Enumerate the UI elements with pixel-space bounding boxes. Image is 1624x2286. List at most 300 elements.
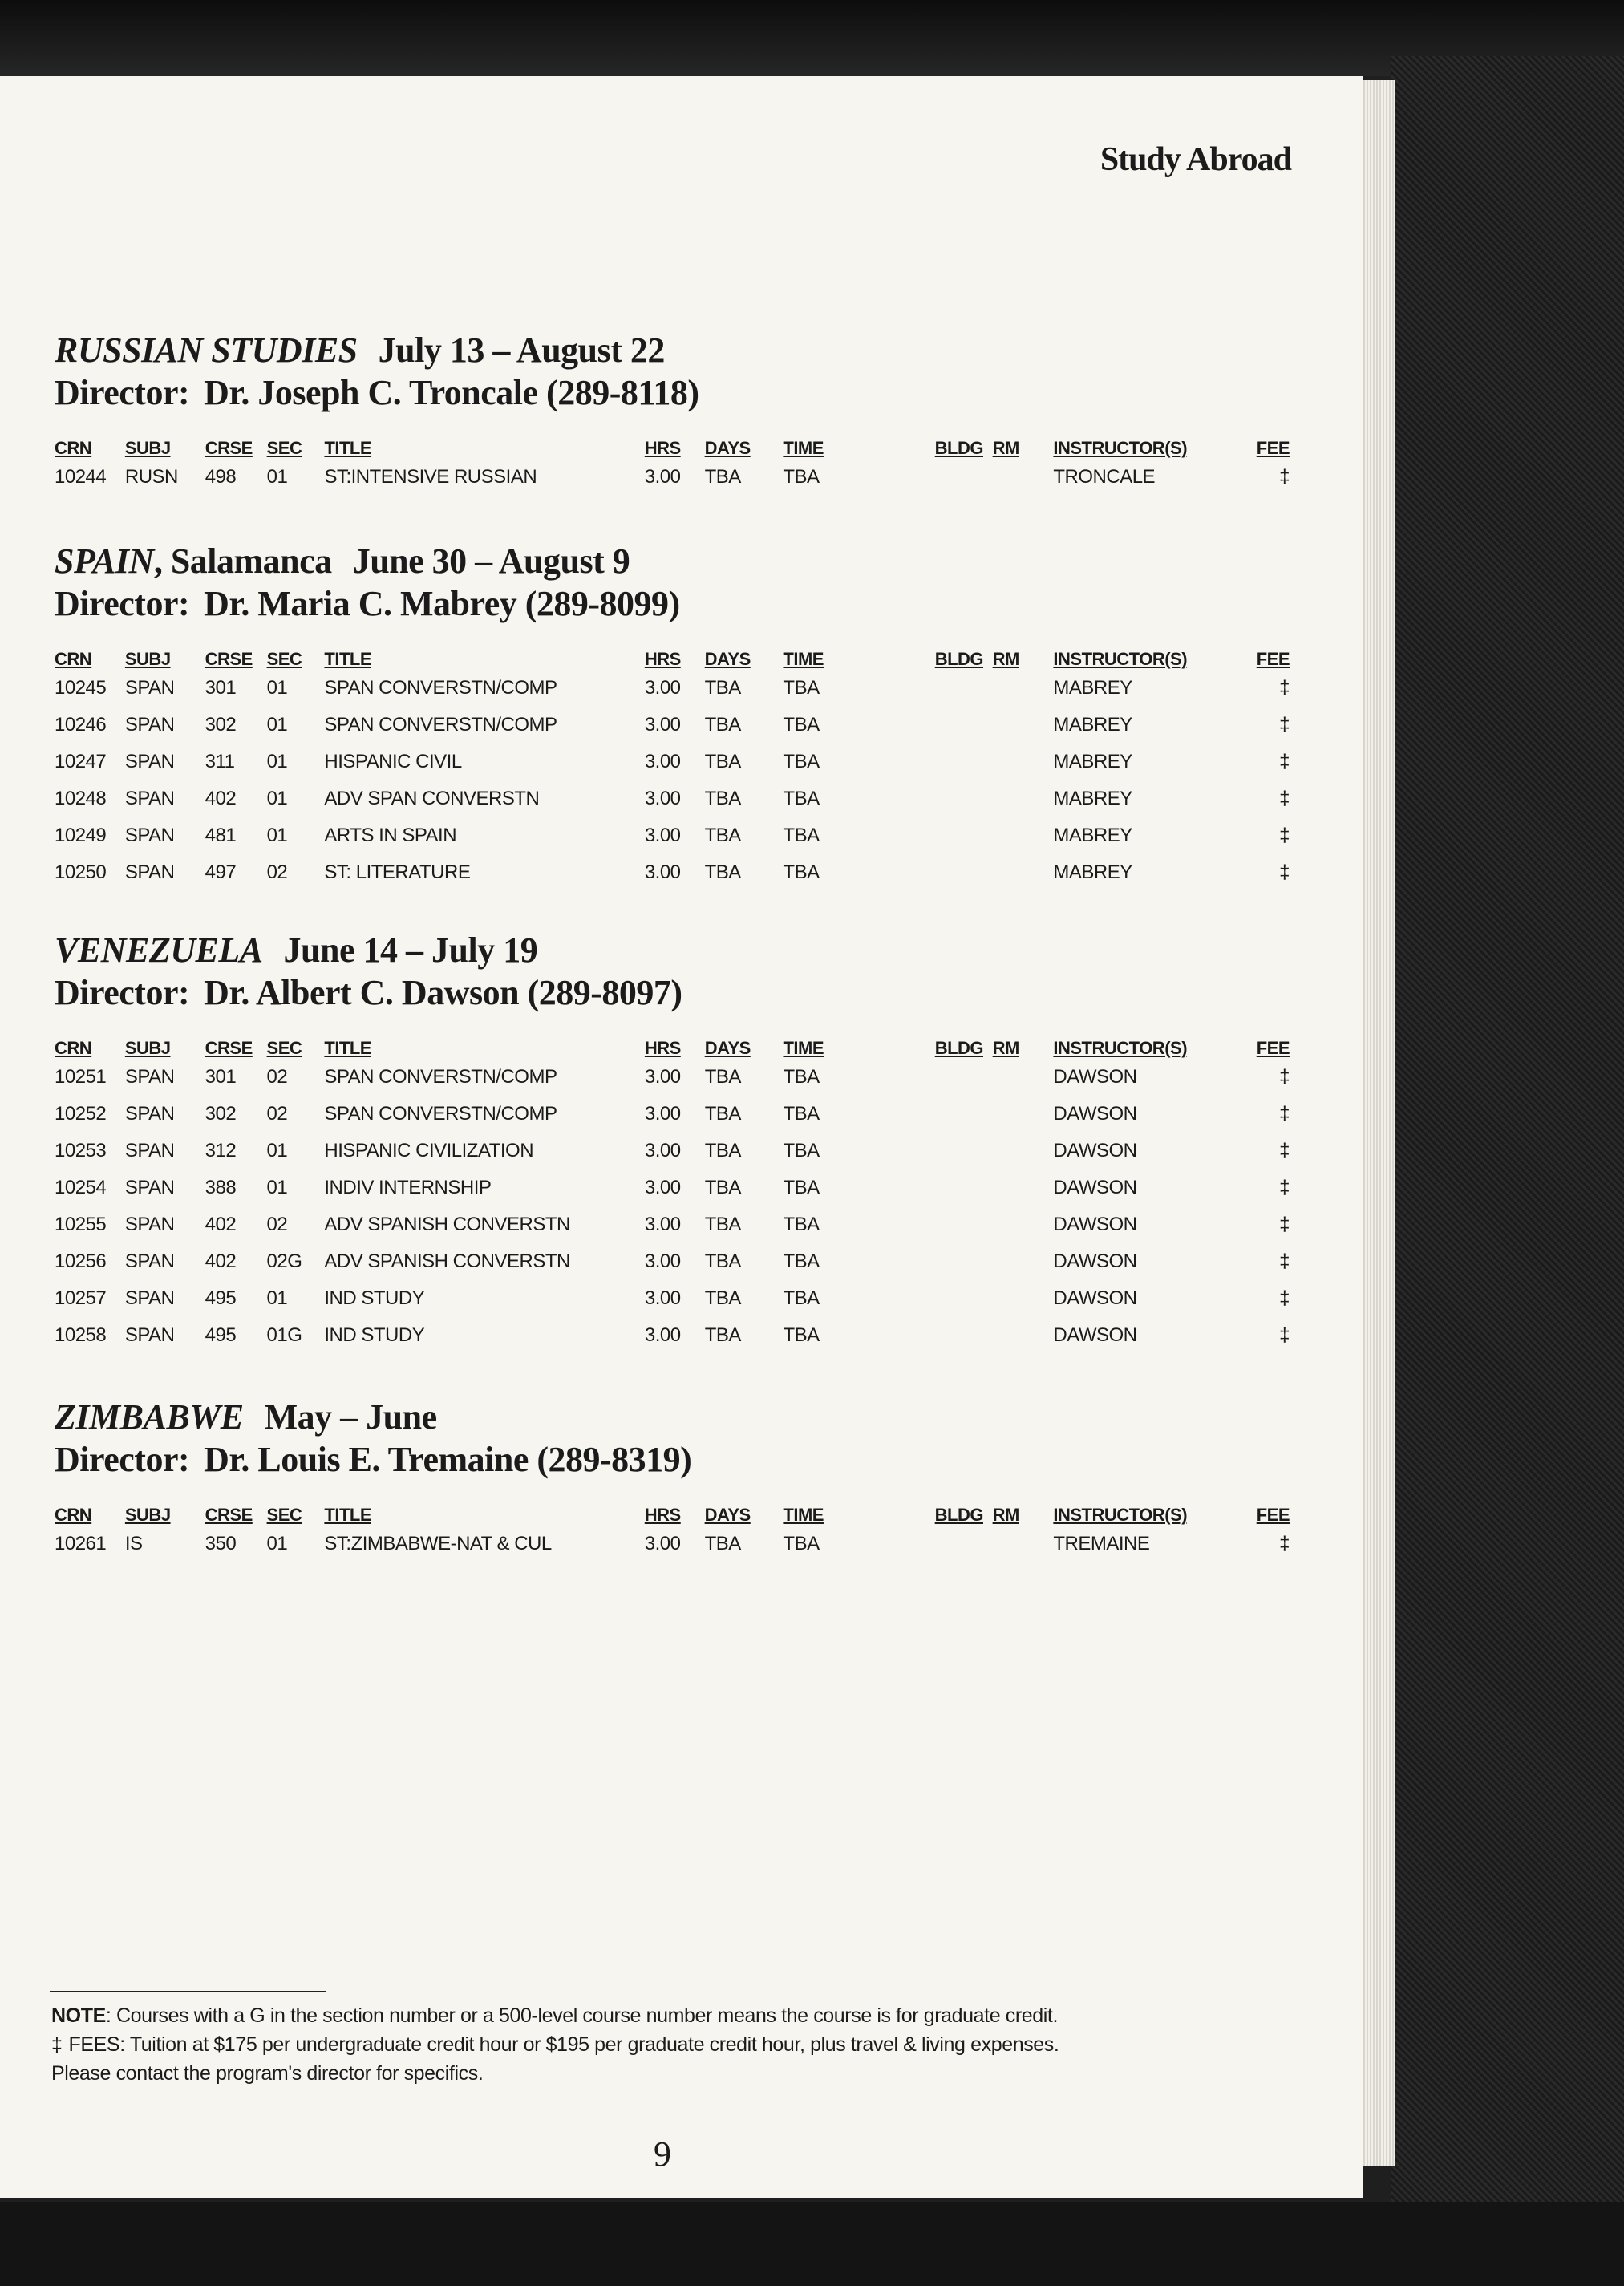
cell-bldg <box>935 459 993 496</box>
column-header-title: TITLE <box>324 1038 371 1058</box>
table-row <box>55 1206 1290 1243</box>
cell-title: SPAN CONVERSTN/COMP <box>324 677 557 699</box>
cell-title: ST: LITERATURE <box>324 861 471 883</box>
cell-hrs: 3.00 <box>644 1533 681 1554</box>
cell-time: TBA <box>783 1533 820 1554</box>
cell-fee: ‡ <box>1279 1214 1290 1235</box>
cell-instructor: DAWSON <box>1053 1177 1137 1198</box>
cell-crse: 302 <box>205 714 237 736</box>
cell-hrs: 3.00 <box>644 825 681 846</box>
cell-subj: SPAN <box>124 714 175 736</box>
column-header-rm: RM <box>992 1038 1019 1058</box>
fees-line-2: Please contact the program's director for specifics. <box>51 2062 484 2085</box>
column-header-fee: FEE <box>1256 1505 1290 1525</box>
cell-rm <box>993 1206 1054 1243</box>
table-row <box>55 1280 1290 1317</box>
cell-subj: SPAN <box>124 1066 175 1088</box>
cell-subj: IS <box>124 1533 143 1554</box>
cell-rm <box>993 1096 1054 1133</box>
column-header-instructor: INSTRUCTOR(S) <box>1053 1505 1188 1525</box>
director-label: Director: <box>55 1440 190 1479</box>
cell-days: TBA <box>704 1177 741 1198</box>
cell-time: TBA <box>783 1324 820 1346</box>
table-header-row <box>55 1027 1290 1059</box>
column-header-instructor: INSTRUCTOR(S) <box>1053 438 1188 458</box>
cell-time: TBA <box>783 788 820 809</box>
cell-fee: ‡ <box>1279 1250 1290 1272</box>
column-header-crn: CRN <box>55 649 92 669</box>
program-section <box>55 1396 1290 1563</box>
cell-bldg <box>935 1317 993 1354</box>
cell-crse: 402 <box>205 788 237 809</box>
cell-title: ST:INTENSIVE RUSSIAN <box>324 466 537 488</box>
column-header-crse: CRSE <box>205 1505 253 1525</box>
book-binding-bottom <box>0 2202 1624 2286</box>
column-header-instructor: INSTRUCTOR(S) <box>1053 1038 1188 1058</box>
cell-fee: ‡ <box>1279 1140 1290 1161</box>
cell-sec: 01 <box>266 1140 288 1161</box>
column-header-crn: CRN <box>55 1505 92 1525</box>
cell-hrs: 3.00 <box>644 1250 681 1272</box>
cell-hrs: 3.00 <box>644 1177 681 1198</box>
cell-crn: 10244 <box>55 466 107 488</box>
course-table <box>55 427 1290 496</box>
cell-crse: 495 <box>205 1287 237 1309</box>
cell-instructor: MABREY <box>1053 714 1132 736</box>
cell-title: ARTS IN SPAIN <box>324 825 457 846</box>
cell-crse: 312 <box>205 1140 237 1161</box>
column-header-subj: SUBJ <box>124 438 171 458</box>
cell-title: SPAN CONVERSTN/COMP <box>324 714 557 736</box>
cell-subj: SPAN <box>124 1287 175 1309</box>
table-row <box>55 1096 1290 1133</box>
cell-fee: ‡ <box>1279 1324 1290 1346</box>
cell-hrs: 3.00 <box>644 1214 681 1235</box>
director-label: Director: <box>55 584 190 623</box>
cell-crse: 301 <box>205 677 237 699</box>
table-row <box>55 1169 1290 1206</box>
cell-instructor: MABREY <box>1053 788 1132 809</box>
cell-crse: 497 <box>205 861 237 883</box>
column-header-days: DAYS <box>704 649 751 669</box>
cell-bldg <box>935 817 993 854</box>
column-header-sec: SEC <box>266 1505 302 1525</box>
cell-sec: 01 <box>266 1287 288 1309</box>
table-header-row <box>55 427 1290 459</box>
catalog-page <box>0 76 1363 2198</box>
cell-crse: 388 <box>205 1177 237 1198</box>
cell-crn: 10250 <box>55 861 107 883</box>
cell-bldg <box>935 1133 993 1169</box>
cell-time: TBA <box>783 1250 820 1272</box>
cell-rm <box>993 744 1054 780</box>
column-header-crse: CRSE <box>205 1038 253 1058</box>
table-row <box>55 1133 1290 1169</box>
column-header-days: DAYS <box>704 438 751 458</box>
cell-title: IND STUDY <box>324 1324 425 1346</box>
cell-crse: 402 <box>205 1214 237 1235</box>
program-place: ZIMBABWE <box>55 1397 244 1437</box>
cell-instructor: MABREY <box>1053 751 1132 772</box>
cell-days: TBA <box>704 466 741 488</box>
cell-bldg <box>935 670 993 707</box>
cell-crn: 10249 <box>55 825 107 846</box>
cell-crse: 302 <box>205 1103 237 1125</box>
cell-crse: 350 <box>205 1533 237 1554</box>
cell-crse: 301 <box>205 1066 237 1088</box>
column-header-days: DAYS <box>704 1505 751 1525</box>
cell-days: TBA <box>704 1214 741 1235</box>
table-row <box>55 780 1290 817</box>
column-header-sec: SEC <box>266 1038 302 1058</box>
cell-time: TBA <box>783 714 820 736</box>
column-header-time: TIME <box>783 438 824 458</box>
cell-subj: SPAN <box>124 1250 175 1272</box>
table-row <box>55 744 1290 780</box>
table-row <box>55 817 1290 854</box>
column-header-rm: RM <box>992 438 1019 458</box>
program-heading <box>55 929 1290 972</box>
cell-hrs: 3.00 <box>644 1140 681 1161</box>
cell-sec: 01 <box>266 466 288 488</box>
director-name: Dr. Maria C. Mabrey (289-8099) <box>204 584 680 623</box>
column-header-bldg: BLDG <box>934 438 983 458</box>
cell-fee: ‡ <box>1279 714 1290 736</box>
cell-subj: RUSN <box>124 466 178 488</box>
course-table <box>55 1027 1290 1354</box>
cell-bldg <box>935 780 993 817</box>
cell-fee: ‡ <box>1279 466 1290 488</box>
cell-hrs: 3.00 <box>644 1324 681 1346</box>
cell-rm <box>993 1169 1054 1206</box>
cell-title: IND STUDY <box>324 1287 425 1309</box>
cell-fee: ‡ <box>1279 677 1290 699</box>
cell-bldg <box>935 744 993 780</box>
column-header-crn: CRN <box>55 438 92 458</box>
cell-crse: 481 <box>205 825 237 846</box>
cell-fee: ‡ <box>1279 825 1290 846</box>
program-heading <box>55 540 1290 583</box>
cell-sec: 02 <box>266 1066 288 1088</box>
cell-time: TBA <box>783 677 820 699</box>
course-table <box>55 1494 1290 1563</box>
cell-sec: 02 <box>266 861 288 883</box>
cell-days: TBA <box>704 1324 741 1346</box>
table-row <box>55 1317 1290 1354</box>
cell-rm <box>993 817 1054 854</box>
cell-days: TBA <box>704 1066 741 1088</box>
program-director <box>55 583 1290 625</box>
cell-crn: 10248 <box>55 788 107 809</box>
cell-rm <box>993 670 1054 707</box>
cell-title: INDIV INTERNSHIP <box>324 1177 492 1198</box>
cell-crse: 498 <box>205 466 237 488</box>
footnote-rule <box>50 1991 326 1992</box>
cell-crn: 10257 <box>55 1287 107 1309</box>
note-label: NOTE <box>51 2004 106 2027</box>
table-header-row <box>55 638 1290 670</box>
column-header-time: TIME <box>783 1505 824 1525</box>
column-header-bldg: BLDG <box>934 649 984 669</box>
cell-subj: SPAN <box>124 1103 175 1125</box>
cell-title: ADV SPANISH CONVERSTN <box>324 1214 570 1235</box>
cell-instructor: DAWSON <box>1053 1287 1137 1309</box>
cell-hrs: 3.00 <box>644 714 681 736</box>
program-dates: June 30 – August 9 <box>352 541 630 581</box>
cell-time: TBA <box>783 1287 820 1309</box>
cell-crn: 10261 <box>55 1533 107 1554</box>
cell-crse: 402 <box>205 1250 237 1272</box>
cell-bldg <box>935 1280 993 1317</box>
course-table <box>55 638 1290 891</box>
cell-days: TBA <box>704 1103 741 1125</box>
director-label: Director: <box>55 973 190 1012</box>
column-header-subj: SUBJ <box>124 649 171 669</box>
note-text: : Courses with a G in the section number or a 500-level course number means the course is for graduate credit. <box>105 2004 1059 2027</box>
cell-instructor: DAWSON <box>1053 1103 1137 1125</box>
cell-crn: 10246 <box>55 714 107 736</box>
cell-sec: 01 <box>266 825 288 846</box>
cell-days: TBA <box>704 714 741 736</box>
column-header-title: TITLE <box>324 1505 371 1525</box>
cell-crse: 495 <box>205 1324 237 1346</box>
program-dates: May – June <box>264 1397 437 1437</box>
cell-title: ADV SPANISH CONVERSTN <box>324 1250 570 1272</box>
cell-title: HISPANIC CIVIL <box>324 751 462 772</box>
cell-sec: 01G <box>266 1324 302 1346</box>
program-place: RUSSIAN STUDIES <box>55 330 358 370</box>
cell-subj: SPAN <box>124 861 175 883</box>
cell-title: HISPANIC CIVILIZATION <box>324 1140 534 1161</box>
cell-rm <box>993 707 1054 744</box>
cell-sec: 02G <box>266 1250 302 1272</box>
cell-rm <box>993 854 1054 891</box>
cell-time: TBA <box>783 466 820 488</box>
cell-crn: 10258 <box>55 1324 107 1346</box>
column-header-bldg: BLDG <box>934 1038 984 1058</box>
cell-fee: ‡ <box>1279 751 1290 772</box>
program-director <box>55 372 1290 414</box>
cell-rm <box>993 459 1054 496</box>
cell-bldg <box>935 854 993 891</box>
program-section <box>55 329 1290 496</box>
cell-crse: 311 <box>205 751 235 772</box>
cell-instructor: MABREY <box>1053 825 1132 846</box>
cell-rm <box>993 1280 1054 1317</box>
program-place: SPAIN <box>55 541 154 581</box>
cell-title: SPAN CONVERSTN/COMP <box>324 1103 557 1125</box>
note-line <box>51 2001 1254 2030</box>
cell-hrs: 3.00 <box>644 1103 681 1125</box>
cell-fee: ‡ <box>1279 1177 1290 1198</box>
footnotes <box>51 2001 1254 2088</box>
column-header-title: TITLE <box>324 438 372 458</box>
program-place: VENEZUELA <box>55 930 263 970</box>
cell-bldg <box>935 1526 993 1563</box>
cell-time: TBA <box>783 1177 820 1198</box>
cell-time: TBA <box>783 1140 820 1161</box>
cell-title: ADV SPAN CONVERSTN <box>324 788 540 809</box>
cell-instructor: DAWSON <box>1053 1140 1137 1161</box>
table-row <box>55 854 1290 891</box>
cell-hrs: 3.00 <box>644 466 681 488</box>
cell-hrs: 3.00 <box>644 751 681 772</box>
fees-text: FEES: Tuition at $175 per undergraduate credit hour or $195 per graduate credit hour, plus travel & living expenses. <box>68 2033 1059 2056</box>
book-binding-spine <box>1391 56 1624 2286</box>
cell-days: TBA <box>704 788 741 809</box>
director-name: Dr. Albert C. Dawson (289-8097) <box>204 973 682 1012</box>
cell-crn: 10256 <box>55 1250 107 1272</box>
program-director <box>55 1439 1290 1481</box>
cell-subj: SPAN <box>124 1324 175 1346</box>
cell-rm <box>993 1059 1054 1096</box>
program-director <box>55 972 1290 1014</box>
cell-instructor: DAWSON <box>1053 1066 1137 1088</box>
cell-bldg <box>935 1206 993 1243</box>
cell-subj: SPAN <box>124 751 175 772</box>
cell-sec: 01 <box>266 788 288 809</box>
cell-bldg <box>935 1243 993 1280</box>
cell-time: TBA <box>783 1214 820 1235</box>
cell-sec: 01 <box>266 751 288 772</box>
table-row <box>55 707 1290 744</box>
cell-bldg <box>935 1059 993 1096</box>
cell-crn: 10254 <box>55 1177 107 1198</box>
column-header-hrs: HRS <box>644 1038 681 1058</box>
cell-title: SPAN CONVERSTN/COMP <box>324 1066 557 1088</box>
column-header-rm: RM <box>992 649 1019 669</box>
column-header-crn: CRN <box>55 1038 92 1058</box>
cell-time: TBA <box>783 751 820 772</box>
cell-crn: 10255 <box>55 1214 107 1235</box>
cell-instructor: DAWSON <box>1053 1214 1137 1235</box>
column-header-hrs: HRS <box>644 1505 681 1525</box>
cell-days: TBA <box>704 1140 741 1161</box>
cell-crn: 10251 <box>55 1066 107 1088</box>
book-binding-top <box>0 0 1624 76</box>
cell-sec: 02 <box>266 1103 288 1125</box>
cell-rm <box>993 780 1054 817</box>
table-row <box>55 1243 1290 1280</box>
cell-bldg <box>935 1169 993 1206</box>
cell-hrs: 3.00 <box>644 788 681 809</box>
cell-instructor: TRONCALE <box>1053 466 1156 488</box>
cell-crn: 10247 <box>55 751 107 772</box>
cell-subj: SPAN <box>124 1140 175 1161</box>
column-header-sec: SEC <box>266 438 302 458</box>
column-header-hrs: HRS <box>644 649 681 669</box>
cell-fee: ‡ <box>1279 1287 1290 1309</box>
cell-time: TBA <box>783 1103 820 1125</box>
column-header-bldg: BLDG <box>934 1505 983 1525</box>
cell-fee: ‡ <box>1279 1066 1290 1088</box>
cell-sec: 02 <box>266 1214 288 1235</box>
director-name: Dr. Joseph C. Troncale (289-8118) <box>204 373 699 412</box>
column-header-title: TITLE <box>324 649 372 669</box>
cell-rm <box>993 1243 1054 1280</box>
program-dates: July 13 – August 22 <box>378 330 665 370</box>
column-header-time: TIME <box>783 649 824 669</box>
cell-time: TBA <box>783 1066 820 1088</box>
cell-subj: SPAN <box>124 825 175 846</box>
column-header-time: TIME <box>783 1038 824 1058</box>
cell-days: TBA <box>704 1287 741 1309</box>
page-number: 9 <box>654 2134 671 2174</box>
cell-days: TBA <box>704 677 741 699</box>
column-header-subj: SUBJ <box>124 1505 171 1525</box>
cell-hrs: 3.00 <box>644 1287 681 1309</box>
program-dates: June 14 – July 19 <box>283 930 538 970</box>
cell-fee: ‡ <box>1279 788 1290 809</box>
cell-instructor: MABREY <box>1053 677 1132 699</box>
column-header-sec: SEC <box>266 649 302 669</box>
cell-fee: ‡ <box>1279 1103 1290 1125</box>
cell-crn: 10245 <box>55 677 107 699</box>
cell-hrs: 3.00 <box>644 1066 681 1088</box>
column-header-days: DAYS <box>704 1038 751 1058</box>
column-header-fee: FEE <box>1256 649 1290 669</box>
cell-subj: SPAN <box>124 677 175 699</box>
cell-sec: 01 <box>266 1177 288 1198</box>
column-header-rm: RM <box>992 1505 1019 1525</box>
fees-line <box>51 2030 1254 2059</box>
column-header-subj: SUBJ <box>124 1038 171 1058</box>
fee-symbol: ‡ <box>51 2033 63 2056</box>
cell-sec: 01 <box>266 714 288 736</box>
program-heading <box>55 329 1290 372</box>
cell-days: TBA <box>704 861 741 883</box>
cell-hrs: 3.00 <box>644 861 681 883</box>
table-row <box>55 459 1290 496</box>
cell-days: TBA <box>704 1250 741 1272</box>
cell-time: TBA <box>783 825 820 846</box>
cell-instructor: DAWSON <box>1053 1250 1137 1272</box>
column-header-fee: FEE <box>1256 438 1290 458</box>
table-row <box>55 1526 1290 1563</box>
table-row <box>55 670 1290 707</box>
cell-subj: SPAN <box>124 788 175 809</box>
column-header-hrs: HRS <box>644 438 681 458</box>
cell-sec: 01 <box>266 1533 288 1554</box>
cell-instructor: TREMAINE <box>1053 1533 1150 1554</box>
table-row <box>55 1059 1290 1096</box>
cell-fee: ‡ <box>1279 861 1290 883</box>
program-section <box>55 929 1290 1354</box>
cell-title: ST:ZIMBABWE-NAT & CUL <box>324 1533 552 1554</box>
cell-crn: 10253 <box>55 1140 107 1161</box>
column-header-crse: CRSE <box>205 649 253 669</box>
cell-fee: ‡ <box>1279 1533 1290 1554</box>
cell-rm <box>993 1526 1054 1563</box>
cell-rm <box>993 1133 1054 1169</box>
table-header-row <box>55 1494 1290 1526</box>
cell-time: TBA <box>783 861 820 883</box>
column-header-instructor: INSTRUCTOR(S) <box>1053 649 1188 669</box>
program-heading <box>55 1396 1290 1439</box>
cell-days: TBA <box>704 1533 741 1554</box>
cell-hrs: 3.00 <box>644 677 681 699</box>
running-head: Study Abroad <box>1100 141 1291 178</box>
column-header-crse: CRSE <box>205 438 253 458</box>
cell-bldg <box>935 1096 993 1133</box>
program-section <box>55 540 1290 891</box>
cell-instructor: MABREY <box>1053 861 1132 883</box>
cell-bldg <box>935 707 993 744</box>
cell-rm <box>993 1317 1054 1354</box>
cell-instructor: DAWSON <box>1053 1324 1137 1346</box>
cell-subj: SPAN <box>124 1177 175 1198</box>
cell-crn: 10252 <box>55 1103 107 1125</box>
